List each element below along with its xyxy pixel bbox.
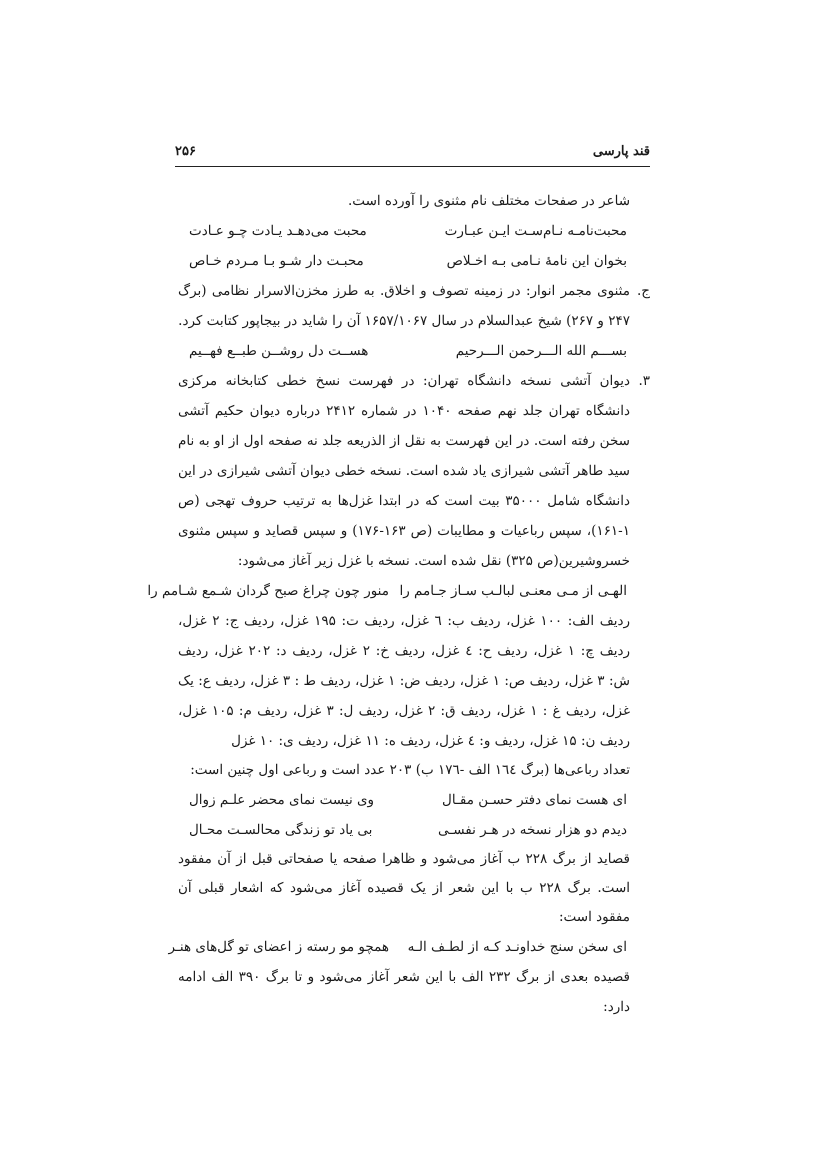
verse-hemistich-right: ای هست نمای دفتر حسـن مقـال <box>442 792 627 808</box>
item-text: دیوان آتشی نسخه دانشگاه تهران: در فهرست نسخ خطی کتابخانه مرکزی دانشگاه تهران جلد نهم صفحه ۱۰۴۰ در شماره ۲۴۱۲ درباره دیوان حکیم آتشی سخن رفته است. در این فهرست به نقل از الذریعه جلد نه صفحه اول از او به نام سید طاهر آتشی شیرازی یاد شده است. نسخه خطی دیوان آتشی شیرازی در این دانشگاه شامل ۳۵۰۰۰ بیت است که در ابتدا غزل‌ها به ترتیب حروف تهجی (ص ۱-۱۶۱)، سپس رباعیات و مطایبات (ص ۱۶۳-۱۷۶) و سپس قصاید و سپس مثنوی خسروشیرین(ص ۳۲۵) نقل شده است. نسخه با غزل زیر آغاز می‌شود: <box>178 373 631 569</box>
verse-hemistich-left: محبـت دار شـو بـا مـردم خـاص <box>189 253 364 269</box>
item-marker: ج. <box>636 283 650 299</box>
verse-hemistich-right: الهـی از مـی معنـی لبالـب سـاز جـامم را <box>399 583 627 599</box>
verse-hemistich-right: محبت‌نامـه نـام‌سـت ایـن عبـارت <box>444 223 627 239</box>
page-body <box>147 186 650 1022</box>
radif-paragraph: ردیف الف: ۱۰۰ غزل، ردیف ب: ٦ غزل، ردیف ت: ۱۹۵ غزل، ردیف ج: ۲ غزل، ردیف چ: ۱ غزل، ردیف ح: ٤ غزل، ردیف خ: ۲ غزل، ردیف د: ۲۰۲ غزل، ردیف ش: ۳ غزل، ردیف ص: ۱ غزل، ردیف ض: ۱ غزل، ردیف ط : ۳ غزل، ردیف ع: یک غزل، ردیف غ : ۱ غزل، ردیف ق: ۲ غزل، ردیف ل: ۳ غزل، ردیف م: ۱۰۵ غزل، ردیف ن: ۱۵ غزل، ردیف و: ٤ غزل، ردیف ه: ۱۱ غزل، ردیف ی: ۱۰ غزل <box>178 613 631 749</box>
item-marker: ۳. <box>638 373 650 389</box>
item-text: مثنوی مجمر انوار: در زمینه تصوف و اخلاق. به طرز مخزن‌الاسرار نظامی (برگ ۲۴۷ و ۲۶۷) شیخ عبدالسلام در سال ۱۶۵۷/۱۰۶۷ آن را شاید در بیجاپور کتابت کرد. <box>178 283 630 329</box>
list-item-c <box>178 276 650 336</box>
verse-hemistich-right: ای سخن سنج خداونـد کـه از لطـف الـه <box>407 939 627 955</box>
verse-hemistich-left: وی نیست نمای محضر علـم زوال <box>189 792 375 808</box>
journal-title: قند پارسی <box>592 144 650 159</box>
qasaid-paragraph: قصاید از برگ ۲۲۸ ب آغاز می‌شود و ظاهرا صفحه یا صفحاتی قبل از آن مفقود است. برگ ۲۲۸ ب با این شعر از یک قصیده آغاز می‌شود که اشعار قبلی آن مفقود است: <box>178 851 631 925</box>
intro-line: شاعر در صفحات مختلف نام مثنوی را آورده است. <box>348 193 630 209</box>
verse-hemistich-left: بی یاد تو زندگی محالسـت محـال <box>189 822 373 838</box>
verse-hemistich-left: منور چون چراغ صبح گردان شـمع شـامم را <box>147 583 389 599</box>
verse-line <box>178 815 650 845</box>
verse-line <box>168 932 650 962</box>
verse-hemistich-left: هســت دل روشــن طبــع فهــیم <box>189 343 369 359</box>
list-item-3 <box>178 366 650 576</box>
verse-hemistich-left: محبت می‌دهـد یـادت چـو عـادت <box>189 223 367 239</box>
verse-line <box>178 336 650 366</box>
verse-line <box>147 576 650 606</box>
ruba-paragraph: تعداد رباعی‌ها (برگ ١٦٤ الف -١٧٦ ب) ۲۰۳ عدد است و رباعی اول چنین است: <box>190 762 630 778</box>
verse-hemistich-left: همچو مو رسته ز اعضای تو گل‌های هنـر <box>168 939 389 955</box>
page-number: ۲۵۶ <box>175 144 196 159</box>
verse-hemistich-right: بخوان این نامهٔ نـامی بـه اخـلاص <box>446 253 627 269</box>
verse-line <box>178 246 650 276</box>
verse-hemistich-right: بســـم الله الـــرحمن الـــرحیم <box>455 343 627 359</box>
final-paragraph: قصیده بعدی از برگ ۲۳۲ الف با این شعر آغاز می‌شود و تا برگ ۳۹۰ الف ادامه دارد: <box>178 969 631 1015</box>
running-header <box>175 142 650 167</box>
verse-line <box>178 216 650 246</box>
verse-hemistich-right: دیدم دو هزار نسخه در هـر نفسـی <box>438 822 627 838</box>
verse-line <box>178 785 650 815</box>
